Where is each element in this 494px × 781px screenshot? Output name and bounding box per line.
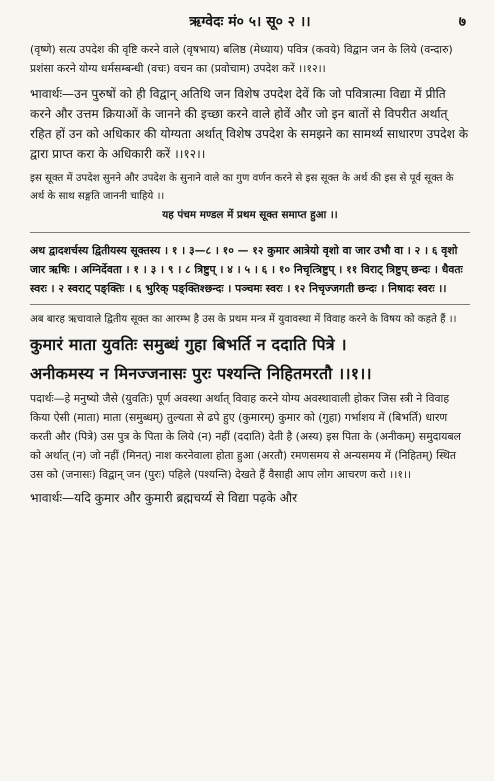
bhavarth-paragraph-2: भावार्थः—यदि कुमार और कुमारी ब्रह्मचर्य्य से विद्या पढ़के और — [30, 491, 298, 505]
divider — [30, 304, 470, 305]
gloss-paragraph: (वृष्णे) सत्य उपदेश की वृष्टि करने वाले (वृषभाय) बलिष्ठ (मेध्याय) पवित्र (कवये) विद्वान जन के लिये (वन्दारु) प्रशंसा करने योग्य धर्मसम्बन्धी (वचः) वचन का (प्रवोचाम) उपदेश करें ।।१२।। — [30, 43, 453, 75]
divider — [30, 232, 470, 233]
closing-line: यह पंचम मण्डल में प्रथम सूक्त समाप्त हुआ ।। — [162, 209, 338, 221]
page-header — [30, 0, 470, 40]
sukta-intro: अथ द्वादशर्चस्य द्वितीयस्य सूक्तस्य । १ । ३—८ । १० — १२ कुमार आत्रेयो वृशो वा जार उभौ वा । २ । ६ वृशो जार ऋषिः । अग्निर्देवता । १ । ३ । ९ । ८ त्रिष्टुप् । ४ । ५ । ६ । १० निचृत्त्रिष्टुप् । ११ विराट् त्रिष्टुप् छन्दः । धैवतः स्वरः । २ स्वराट् पङ्क्तिः । ६ भुरिक् पङ्क्तिश्छन्दः । पञ्चमः स्वरः । १२ निचृज्जगती छन्दः । निषादः स्वरः ।। — [30, 244, 463, 295]
running-title: ऋग्वेदः मं० ५। सू० २ ।। — [189, 14, 311, 30]
summary-paragraph: इस सूक्त में उपदेश सुनने और उपदेश के सुनाने वाले का गुण वर्णन करने से इस सूक्त के अर्थ की इस से पूर्व सूक्त के अर्थ के साथ सङ्गति जाननी चाहिये ।। — [30, 173, 454, 202]
padarth-paragraph: पदार्थः—हे मनुष्यो जैसे (युवतिः) पूर्ण अवस्था अर्थात् विवाह करने योग्य अवस्थावाली होकर जिस स्त्री ने विवाह किया ऐसी (माता) माता (समुब्धम्) तुल्यता से ढपे हुए (कुमारम्) कुमार को (गुहा) गर्भाशय में (बिभर्ति) धारण करती और (पित्रे) उस पुत्र के पिता के लिये (न) नहीं (ददाति) देती है (अस्य) इस पिता के (अनीकम्) समुदायबल को अर्थात् (न) जो नहीं (मिनत्) नाश करनेवाला होता हुआ (अरतौ) रमणसमय से अन्यसमय में (निहितम्) स्थित उस को (जनासः) विद्वान् जन (पुरः) पहिले (पश्यन्ति) देखते हैं वैसाही आप लोग आचरण करो ।।१।। — [30, 392, 461, 481]
page-number: ७ — [458, 14, 466, 30]
verse-line: अनीकमस्य न मिनज्जनासः पुरः पश्यन्ति निहितमरतौ ।।१।। — [30, 364, 372, 383]
verse-line: कुमारं माता युवतिः समुब्धं गुहा बिभर्ति न ददाति पित्रे । — [30, 335, 347, 354]
bhavarth-paragraph: भावार्थः—उन पुरुषों को ही विद्वान् अतिथि जन विशेष उपदेश देवें कि जो पवित्रात्मा विद्या में प्रीति करने और उत्तम क्रियाओं के जानने की इच्छा करने वाले होवें और जो इन बातों से विपरीत अर्थात् रहित हों उन को अधिकार की योग्यता अर्थात् विशेष उपदेश के समझने का सामर्थ्य साधारण उपदेश के द्वारा प्राप्त करा के अधिकारी करें ।।१२।। — [30, 87, 469, 161]
lead-in-paragraph: अब बारह ऋचावाले द्वितीय सूक्त का आरम्भ है उस के प्रथम मन्त्र में युवावस्था में विवाह करने के विषय को कहते हैं ।। — [30, 314, 457, 325]
